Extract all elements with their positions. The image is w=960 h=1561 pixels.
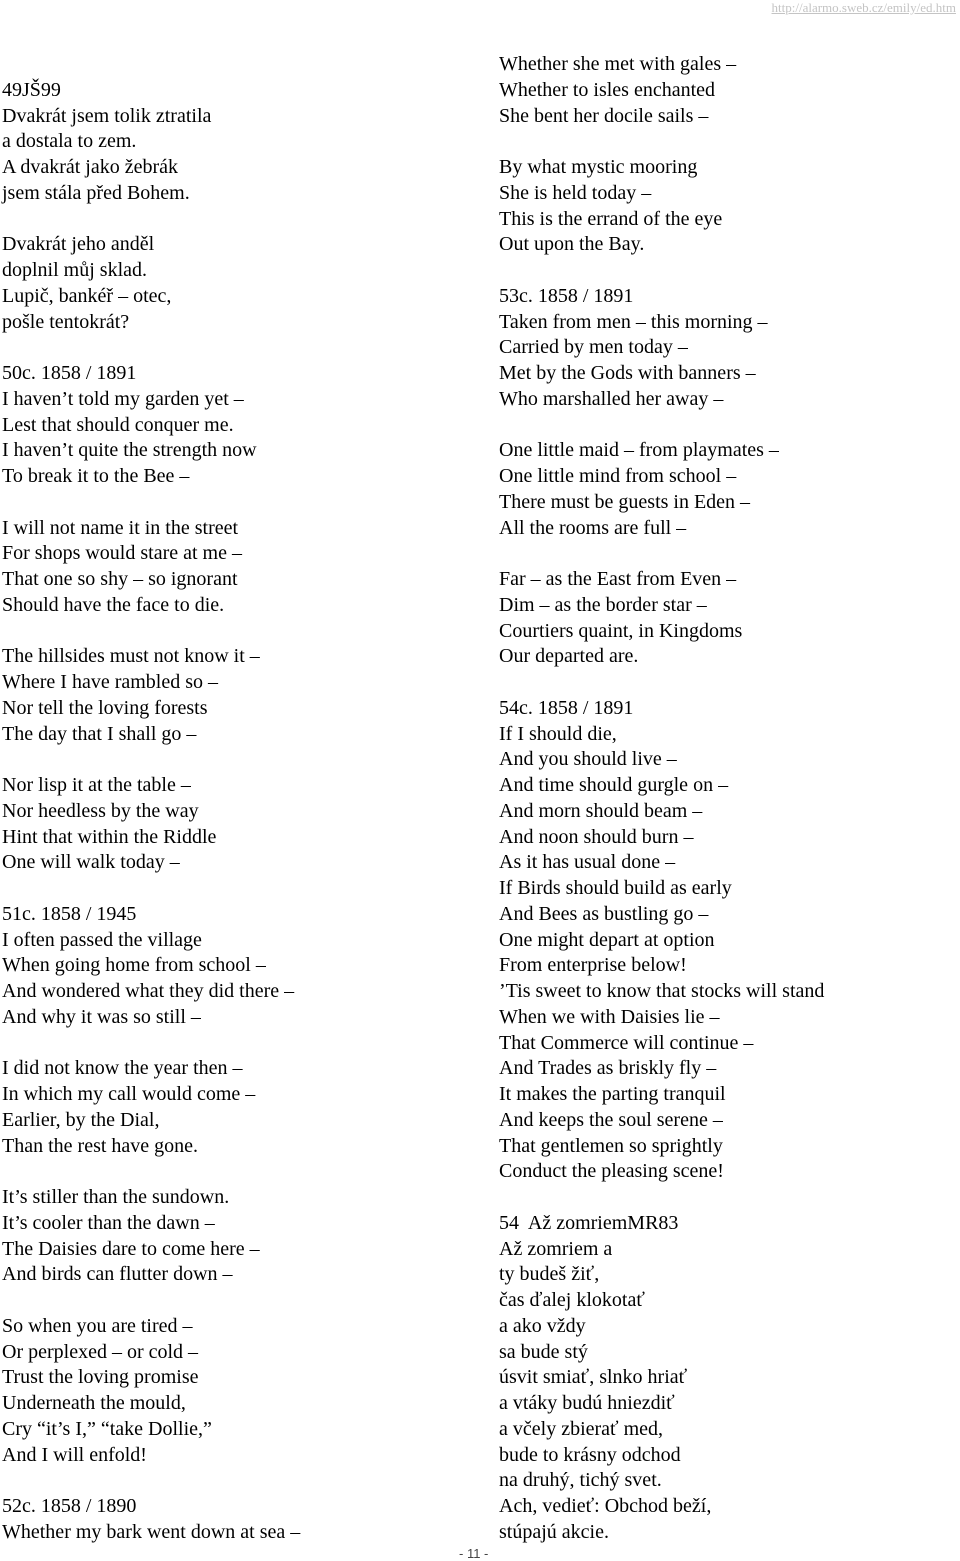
text-line: Courtiers quaint, in Kingdoms — [499, 619, 743, 642]
text-line: If I should die, — [499, 722, 617, 745]
text-line: Nor heedless by the way — [2, 799, 199, 822]
text-line: Who marshalled her away – — [499, 387, 724, 410]
text-line: I haven’t quite the strength now — [2, 439, 257, 462]
text-line: 53c. 1858 / 1891 — [499, 284, 634, 307]
text-line: As it has usual done – — [499, 851, 676, 874]
text-line: ’Tis sweet to know that stocks will stand — [499, 980, 825, 1002]
text-line: Our departed are. — [499, 645, 639, 668]
blank-line — [2, 1468, 482, 1494]
text-line: Where I have rambled so – — [2, 671, 219, 693]
text-line: Than the rest have gone. — [2, 1134, 199, 1157]
text-line: 52c. 1858 / 1890 — [2, 1495, 137, 1517]
text-line: By what mystic mooring — [499, 156, 698, 178]
text-line: na druhý, tichý svet. — [499, 1469, 662, 1492]
text-line: Trust the loving promise — [2, 1366, 199, 1389]
text-line: bude to krásny odchod — [499, 1443, 681, 1466]
text-line: Or perplexed – or cold – — [2, 1340, 199, 1363]
blank-line — [2, 52, 482, 78]
text-line: pošle tentokrát? — [2, 310, 130, 333]
text-line: úsvit smiať, slnko hriať — [499, 1366, 688, 1389]
text-line: That Commerce will continue – — [499, 1031, 754, 1054]
text-line: 51c. 1858 / 1945 — [2, 902, 137, 925]
text-line: Dim – as the border star – — [499, 593, 707, 616]
text-line: Hint that within the Riddle — [2, 825, 217, 848]
text-line: One little mind from school – — [499, 465, 737, 487]
text-line: Whether to isles enchanted — [499, 78, 716, 101]
text-line: Lupič, bankéř – otec, — [2, 284, 172, 307]
blank-line — [2, 876, 482, 902]
text-line: That one so shy – so ignorant — [2, 568, 238, 590]
text-line: And wondered what they did there – — [2, 980, 295, 1002]
text-line: I will not name it in the street — [2, 516, 239, 539]
right-column — [499, 52, 960, 1546]
text-line: And Bees as bustling go – — [499, 902, 709, 925]
text-line: One might depart at option — [499, 928, 715, 951]
text-line: ty budeš žiť, — [499, 1263, 600, 1286]
text-line: I haven’t told my garden yet – — [2, 387, 244, 410]
blank-line — [2, 335, 482, 361]
blank-line — [499, 1185, 960, 1211]
text-line: That gentlemen so sprightly — [499, 1134, 723, 1157]
text-line: So when you are tired – — [2, 1314, 193, 1337]
text-line: Should have the face to die. — [2, 593, 225, 616]
text-line: It makes the parting tranquil — [499, 1083, 726, 1105]
text-line: And noon should burn – — [499, 825, 694, 848]
text-line: Earlier, by the Dial, — [2, 1108, 160, 1131]
text-line: Lest that should conquer me. — [2, 413, 234, 436]
source-url-link[interactable]: http://alarmo.sweb.cz/emily/ed.htm — [771, 0, 956, 15]
text-line: It’s cooler than the dawn – — [2, 1211, 215, 1234]
text-line: And I will enfold! — [2, 1443, 147, 1466]
text-line: To break it to the Bee – — [2, 465, 190, 487]
text-line: a dostala to zem. — [2, 130, 137, 153]
text-line: čas ďalej klokotať — [499, 1289, 645, 1311]
text-line: And time should gurgle on – — [499, 774, 729, 796]
blank-line — [2, 207, 482, 233]
blank-line — [499, 258, 960, 284]
blank-line — [2, 1288, 482, 1314]
text-line: stúpajú akcie. — [499, 1520, 609, 1543]
text-line: Far – as the East from Even – — [499, 568, 737, 590]
blank-line — [2, 619, 482, 645]
blank-line — [499, 670, 960, 696]
text-line: Cry “it’s I,” “take Dollie,” — [2, 1417, 212, 1440]
text-line: She is held today – — [499, 181, 652, 204]
text-line: Až zomriem a — [499, 1237, 613, 1260]
blank-line — [499, 413, 960, 439]
text-line: In which my call would come – — [2, 1083, 256, 1105]
text-line: If Birds should build as early — [499, 877, 732, 899]
text-line: When going home from school – — [2, 954, 266, 977]
blank-line — [2, 1031, 482, 1057]
blank-line — [2, 1159, 482, 1185]
text-line: Dvakrát jeho anděl — [2, 233, 155, 256]
text-line: a ako vždy — [499, 1314, 586, 1337]
text-line: Nor lisp it at the table – — [2, 774, 191, 796]
text-line: 49JŠ99 — [2, 78, 61, 101]
text-line: And you should live – — [499, 748, 677, 771]
text-line: And Trades as briskly fly – — [499, 1057, 717, 1080]
text-line: And birds can flutter down – — [2, 1263, 233, 1286]
text-line: jsem stála před Bohem. — [2, 181, 190, 204]
text-line: And why it was so still – — [2, 1005, 201, 1028]
page-number: - 11 - — [459, 1546, 489, 1561]
text-line: From enterprise below! — [499, 954, 687, 977]
text-line: Underneath the mould, — [2, 1392, 186, 1414]
text-line: This is the errand of the eye — [499, 207, 723, 230]
text-line: I often passed the village — [2, 928, 202, 951]
text-line: Conduct the pleasing scene! — [499, 1160, 724, 1183]
left-column — [2, 52, 482, 1546]
text-line: It’s stiller than the sundown. — [2, 1186, 230, 1208]
text-line: Carried by men today – — [499, 336, 688, 359]
text-line: The Daisies dare to come here – — [2, 1237, 260, 1260]
text-line: When we with Daisies lie – — [499, 1005, 720, 1028]
text-line: There must be guests in Eden – — [499, 490, 751, 513]
text-line: Whether my bark went down at sea – — [2, 1520, 301, 1543]
text-line: a vtáky budú hniezdiť — [499, 1392, 675, 1414]
text-line: The hillsides must not know it – — [2, 645, 260, 668]
text-line: Nor tell the loving forests — [2, 696, 208, 719]
text-line: A dvakrát jako žebrák — [2, 156, 179, 178]
text-line: Ach, vedieť: Obchod beží, — [499, 1495, 712, 1517]
text-line: All the rooms are full – — [499, 516, 687, 539]
text-line: doplnil můj sklad. — [2, 259, 147, 281]
text-line: 50c. 1858 / 1891 — [2, 362, 137, 384]
text-line: The day that I shall go – — [2, 722, 197, 745]
blank-line — [2, 490, 482, 516]
text-line: sa bude stý — [499, 1340, 588, 1363]
text-line: She bent her docile sails – — [499, 104, 709, 127]
text-line: 54 Až zomriemMR83 — [499, 1211, 679, 1234]
text-line: Dvakrát jsem tolik ztratila — [2, 104, 212, 127]
text-line: a včely zbierať med, — [499, 1417, 664, 1440]
blank-line — [2, 747, 482, 773]
text-line: For shops would stare at me – — [2, 542, 242, 565]
text-line: Met by the Gods with banners – — [499, 362, 756, 384]
text-line: One little maid – from playmates – — [499, 439, 779, 462]
text-line: Taken from men – this morning – — [499, 310, 768, 333]
text-line: Out upon the Bay. — [499, 233, 645, 256]
blank-line — [499, 541, 960, 567]
text-line: And morn should beam – — [499, 799, 703, 822]
text-line: And keeps the soul serene – — [499, 1108, 723, 1131]
text-line: 54c. 1858 / 1891 — [499, 696, 634, 719]
text-line: Whether she met with gales – — [499, 53, 737, 75]
blank-line — [499, 129, 960, 155]
text-line: I did not know the year then – — [2, 1057, 243, 1080]
text-line: One will walk today – — [2, 851, 180, 874]
